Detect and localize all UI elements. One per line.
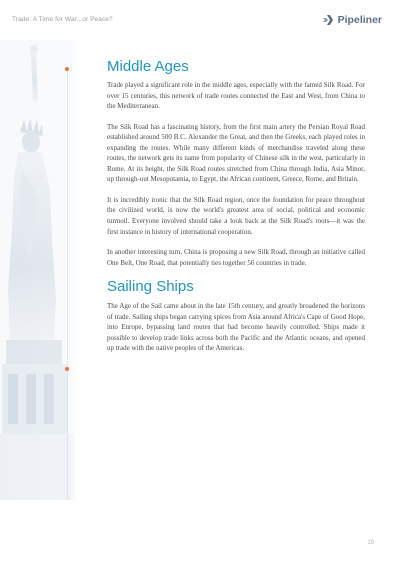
- paragraph: It is incredibly ironic that the Silk Road region, once the foundation for peace throughout the civilized world, is now the world's greatest area of social, political and economic turmoil. Everyone involved should take a look back at the Silk Road's roots—it was the first instance in history of international cooperation.: [107, 195, 365, 236]
- logo-text: Pipeliner: [337, 14, 382, 26]
- section-marker-dot: [65, 367, 69, 371]
- section-heading: Sailing Ships: [107, 278, 194, 296]
- running-title: Trade: A Time for War...or Peace?: [12, 16, 113, 23]
- paragraph: In another interesting turn, China is proposing a new Silk Road, through an initiative called One Belt, One Road, that potentially ties together 56 countries in trade.: [107, 248, 365, 267]
- statue-of-liberty-image: [0, 40, 80, 500]
- pipeliner-logo-icon: [321, 13, 335, 27]
- page-number: 19: [367, 540, 374, 546]
- section-marker-dot: [65, 67, 69, 71]
- paragraph: Trade played a significant role in the middle ages, especially with the famed Silk Road. For over 15 centuries, this network of trade routes connected the East and West, from China to the Mediterranean.: [107, 81, 365, 111]
- main-content: [107, 58, 365, 364]
- timeline-line: [67, 70, 68, 500]
- paragraph: The Age of the Sail came about in the late 15th century, and greatly broadened the horizons of trade. Sailing ships began carrying spices from Asia around Africa's Cape of Good Hope, into Europe, bypassing land routes that had become heavily controlled. Ships made it possible to develop trade links across both the Pacific and the Atlantic oceans, and opened up trade with the native peoples of the Americas.: [107, 302, 365, 353]
- paragraph: The Silk Road has a fascinating history, from the first main artery the Persian Royal Road established around 500 B.C. Alexander the Great, and then the Greeks, each played roles in expanding the routes. While many different kinds of merchandise traveled along these routes, the network gets its name from popularity of Chinese silk in the west, particularly in Rome. At its height, the Silk Road routes stretched from China through India, Asia Minor, up through-out Mesopotamia, to Egypt, the African continent, Greece, Rome, and Britain.: [107, 122, 365, 184]
- page-header: [0, 0, 400, 40]
- section-heading: Middle Ages: [107, 58, 189, 75]
- pipeliner-logo: [321, 12, 382, 28]
